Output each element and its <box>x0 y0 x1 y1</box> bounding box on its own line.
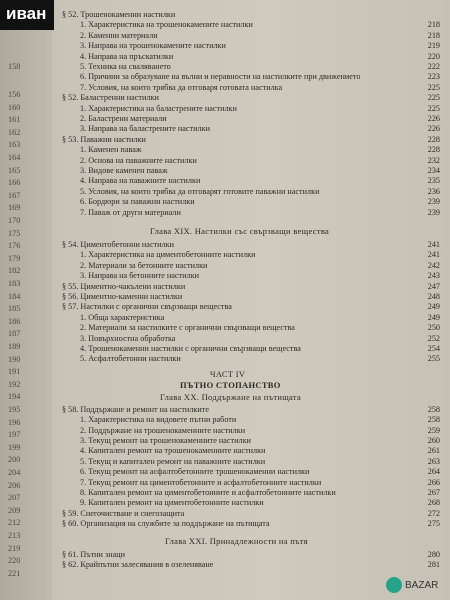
entries2-entry-text: 2. Материали за настилките с органични свързващи вещества <box>80 323 295 333</box>
entries-entry-text: § 53. Паважни настилки <box>62 134 146 144</box>
entries3-entry-page: 272 <box>427 508 440 518</box>
entries2-entry-page: 249 <box>427 302 440 312</box>
entries3-entry-text: 4. Капитален ремонт на трошенокаменните настилки <box>80 446 266 456</box>
left-page-number: 183 <box>8 279 21 288</box>
left-page-number: 220 <box>8 556 21 566</box>
entries-entry-page: 234 <box>427 166 440 175</box>
entries-entry-page: 220 <box>427 51 440 61</box>
entries-entry-text: 7. Паваж от други материали <box>80 207 181 217</box>
entries-entry-page: 222 <box>427 62 440 71</box>
left-page-number: 176 <box>8 241 21 251</box>
entries2-entry-text: 2. Материали за бетонните настилки <box>80 260 208 270</box>
entries-entry-page: 228 <box>427 134 440 144</box>
left-page-number: 197 <box>8 430 21 440</box>
entries2-entry-page: 254 <box>427 344 440 353</box>
entries-entry-text: 2. Каменни материали <box>80 30 158 40</box>
entries-entry-page: 236 <box>427 186 440 196</box>
left-page-number: 212 <box>8 518 21 528</box>
left-page-number: 175 <box>8 228 21 238</box>
entries3-entry-page: 259 <box>427 425 440 435</box>
left-page-number: 186 <box>8 316 21 326</box>
entries-entry-text: 6. Бордюри за паважни настилки <box>80 197 195 207</box>
entries3-entry-text: 3. Текущ ремонт на трошенокаменните настилки <box>80 436 251 445</box>
left-page-number: 169 <box>8 203 21 213</box>
entries2-entry-text: 3. Повърхностна обработка <box>80 333 176 343</box>
left-page-number: 192 <box>8 379 21 389</box>
entries-entry-text: 3. Видове каменен паваж <box>80 166 168 175</box>
chapter-20-title: Глава XX. Поддържане на пътищата <box>160 391 302 402</box>
left-page-number: 191 <box>8 367 21 377</box>
left-page-number: 219 <box>8 543 21 553</box>
marketplace-badge-label: BAZAR <box>405 579 439 591</box>
entries3-entry-page: 268 <box>427 498 440 508</box>
left-page-number: 213 <box>8 531 21 540</box>
entries2-entry-page: 241 <box>427 240 440 249</box>
entries-entry-page: 225 <box>427 103 440 113</box>
entries-entry-page: 225 <box>427 82 440 92</box>
entries2-entry-text: 1. Характеристика на циментобетонните настилки <box>80 250 256 260</box>
entries-entry-page: 226 <box>427 124 440 134</box>
left-page-number: 206 <box>8 480 21 490</box>
left-page-number: 207 <box>8 493 21 503</box>
entries2-entry-page: 249 <box>427 312 440 322</box>
chapter-19-title: Глава XIX. Настилки със свързващи вещества <box>150 226 330 236</box>
entries-entry-text: 3. Направа на трошенокамените настилки <box>80 41 226 51</box>
left-page-number: 185 <box>8 304 21 314</box>
entries-entry-page: 218 <box>427 30 440 40</box>
watermark-logo: иван <box>0 0 54 30</box>
entries3-entry-page: 260 <box>427 436 440 445</box>
left-page-number: 195 <box>8 405 21 414</box>
entries3-entry-text: 9. Капитален ремонт на циментобетонните настилки <box>80 498 264 508</box>
entries-entry-text: 2. Баластрени материали <box>80 114 167 123</box>
entries2-entry-text: 4. Трошенокаменни настилки с органични свързващи вещества <box>80 344 301 353</box>
entries-entry-text: 4. Направа на паважните настилки <box>80 176 201 186</box>
entries2-entry-page: 247 <box>427 281 440 291</box>
entries2-entry-text: § 54. Циментобетонни настилки <box>62 240 174 249</box>
entries-entry-text: 1. Характеристика на трошенокамените настилки <box>80 20 253 30</box>
left-page-number: 156 <box>8 90 21 99</box>
entries-entry-text: 6. Причини за образуване на вълни и неравности на настилките при движението <box>80 72 360 82</box>
entries-entry-text: 7. Условия, на които трябва да отговаря готовата настилка <box>80 82 283 92</box>
part-title: ПЪТНО СТОПАНСТВО <box>180 379 281 390</box>
entries3-entry-text: § 59. Снегочистване и снегозащита <box>62 508 185 518</box>
left-page-number: 196 <box>8 417 21 427</box>
left-page-number: 179 <box>8 253 21 263</box>
entries-entry-text: 5. Условия, на които трябва да отговарят готовите паважни настилки <box>80 186 320 196</box>
left-page-number: 158 <box>8 62 21 71</box>
entries-entry-text: § 52. Трошенокаменни настилки <box>62 10 176 19</box>
marketplace-logo-icon <box>386 577 402 593</box>
entries3-entry-text: § 58. Поддържане и ремонт на настилките <box>62 404 209 414</box>
entries-entry-text: 2. Основа на паважните настилки <box>80 155 197 165</box>
left-page-number: 187 <box>8 329 21 339</box>
entries2-entry-page: 242 <box>427 260 440 270</box>
entries3-entry-text: 7. Текущ ремонт на циментобетонните и асфалтобетонните настилки <box>80 477 322 487</box>
marketplace-badge <box>386 574 446 596</box>
left-page-number: 182 <box>8 266 21 276</box>
chapter-21-title: Глава XXI. Принадлежности на пътя <box>165 535 308 546</box>
left-page-number: 167 <box>8 190 21 200</box>
entries3-entry-page: 261 <box>427 446 440 456</box>
entries-entry-page: 218 <box>427 20 440 30</box>
entries-entry-page: 219 <box>427 41 440 51</box>
left-page-number: 161 <box>8 115 21 125</box>
entries3-entry-text: 5. Текущ и капитален ремонт на паважните настилки <box>80 456 266 466</box>
left-page-number: 194 <box>8 392 21 402</box>
entries3-entry-page: 267 <box>427 488 440 497</box>
left-page-number: 184 <box>8 291 21 301</box>
entries-entry-page: 239 <box>427 207 440 217</box>
entries2-entry-page: 250 <box>427 323 440 333</box>
left-page-number: 199 <box>8 442 21 452</box>
entries3-entry-page: 258 <box>427 415 440 425</box>
entries-entry-text: 5. Техника на сваляването <box>80 62 171 71</box>
entries2-entry-text: § 55. Циментно-чакълени настилки <box>62 281 186 291</box>
entries2-entry-page: 243 <box>427 271 440 281</box>
entries2-entry-page: 252 <box>427 333 440 343</box>
entries-entry-page: 225 <box>427 93 440 103</box>
entries3-entry-text: § 60. Организация на службите за поддържане на пътищата <box>62 519 270 529</box>
entries2-entry-page: 248 <box>427 292 440 301</box>
left-page-number: 162 <box>8 127 21 137</box>
entries2-entry-page: 241 <box>427 250 440 260</box>
entries3-entry-page: 266 <box>427 477 440 487</box>
entries2-entry-text: 3. Направа на бетонните настилки <box>80 271 199 281</box>
entries-entry-page: 239 <box>427 197 440 207</box>
entries3-entry-page: 264 <box>427 467 440 477</box>
left-page-number: 189 <box>8 342 21 351</box>
entries3-entry-text: 1. Характеристика на видовете пътни работи <box>80 415 237 425</box>
entries2-entry-text: § 56. Циментно-каменни настилки <box>62 292 183 301</box>
part-number: ЧАСТ IV <box>210 368 246 379</box>
entries4-entry-text: § 62. Крайпътни залесявания в озеленяване <box>62 560 214 569</box>
left-page-number: 160 <box>8 102 21 112</box>
entries-entry-text: 4. Направа на пръскатилки <box>80 51 174 61</box>
entries-entry-page: 232 <box>427 155 440 165</box>
entries-entry-text: 1. Характеристика на баластрените настилки <box>80 103 237 113</box>
entries-entry-page: 228 <box>427 145 440 155</box>
entries3-entry-page: 258 <box>427 404 440 414</box>
left-page-number: 164 <box>8 153 21 162</box>
entries2-entry-text: 5. Асфалтобетонни настилки <box>80 354 181 364</box>
entries-entry-page: 235 <box>427 176 440 186</box>
left-page-number: 166 <box>8 178 21 188</box>
entries3-entry-text: 8. Капитален ремонт на циментобетонните и асфалтобетонните настилки <box>80 488 336 497</box>
entries-entry-text: 1. Каменен паваж <box>80 145 142 155</box>
left-page-number: 209 <box>8 505 21 515</box>
left-page-number: 221 <box>8 568 21 578</box>
entries2-entry-text: § 57. Настилки с органични свързващи вещества <box>62 302 232 312</box>
entries-entry-page: 223 <box>427 72 440 82</box>
entries4-entry-page: 281 <box>427 560 440 569</box>
left-page-number: 200 <box>8 455 21 465</box>
entries3-entry-page: 275 <box>427 519 440 529</box>
entries-entry-text: 3. Направа на баластрените настилки <box>80 124 210 134</box>
entries2-entry-page: 255 <box>427 354 440 364</box>
entries-entry-text: § 52. Баластренни настилки <box>62 93 159 103</box>
entries3-entry-text: 2. Поддържане на трошенокаменните настилки <box>80 425 246 435</box>
left-page-number: 204 <box>8 468 21 477</box>
previous-page-edge <box>0 0 52 600</box>
left-page-number: 170 <box>8 216 21 225</box>
entries3-entry-text: 6. Текущ ремонт на асфалтобетонните трошенокаменни настилки <box>80 467 310 477</box>
left-page-number: 163 <box>8 140 21 150</box>
entries4-entry-text: § 61. Пътни знаци <box>62 549 125 559</box>
entries2-entry-text: 1. Обща характеристика <box>80 312 165 322</box>
entries4-entry-page: 280 <box>427 549 440 559</box>
left-page-number: 190 <box>8 354 21 364</box>
entries-entry-page: 226 <box>427 114 440 123</box>
entries3-entry-page: 263 <box>427 456 440 466</box>
left-page-number: 165 <box>8 165 21 175</box>
